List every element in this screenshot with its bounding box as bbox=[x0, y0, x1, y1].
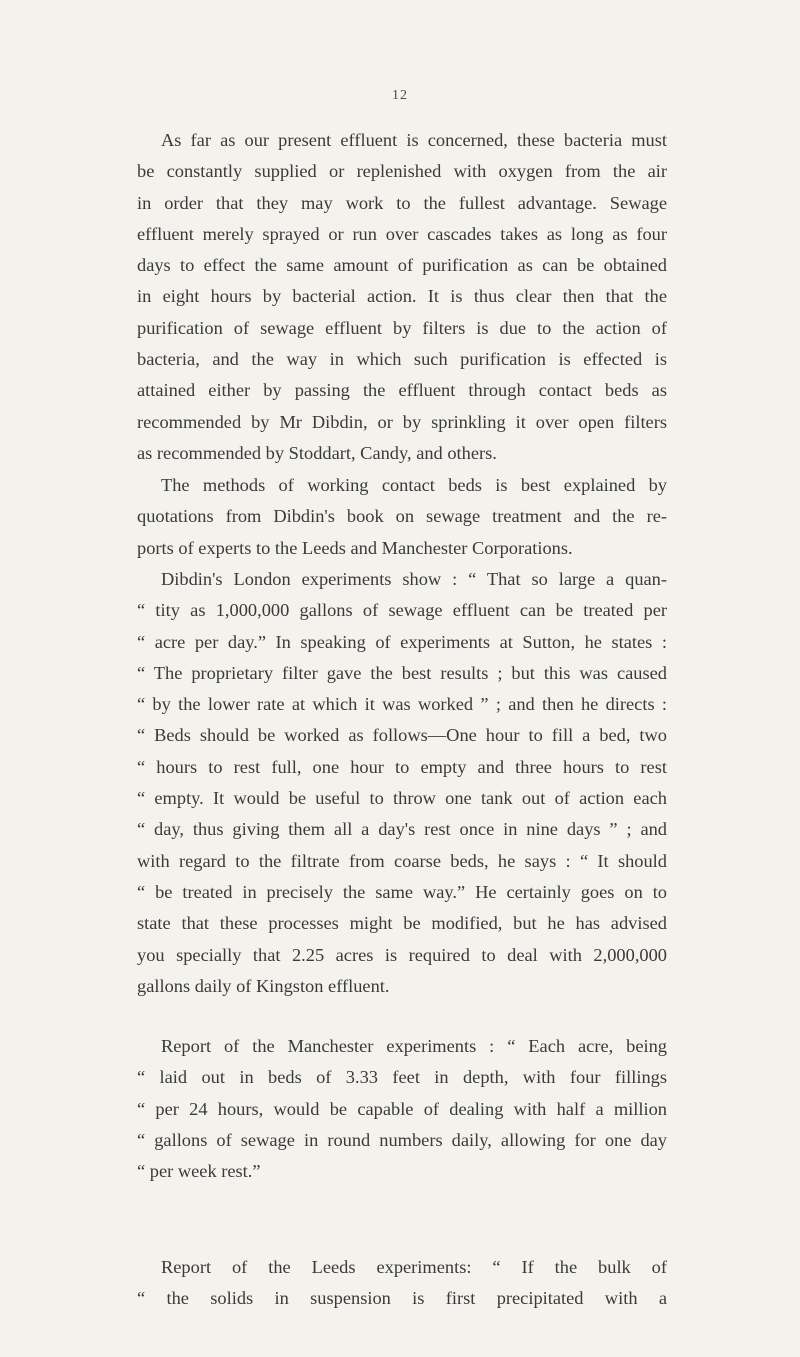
text-line: “ by the lower rate at which it was worked ” ; and then he directs : bbox=[137, 694, 667, 715]
text-line: The methods of working contact beds is best explained by bbox=[161, 475, 667, 495]
text-line: “ Beds should be worked as follows—One hour to fill a bed, two bbox=[137, 725, 667, 746]
text-line: “ be treated in precisely the same way.” He certainly goes on to bbox=[137, 881, 667, 902]
text-line: ports of experts to the Leeds and Manchester Corporations. bbox=[137, 537, 573, 558]
text-line: quotations from Dibdin's book on sewage treatment and the re- bbox=[137, 506, 667, 527]
text-line: recommended by Mr Dibdin, or by sprinkling it over open filters bbox=[137, 411, 667, 432]
text-line: purification of sewage effluent by filters is due to the action of bbox=[137, 317, 667, 338]
text-line: “ empty. It would be useful to throw one tank out of action each bbox=[137, 788, 667, 809]
text-line: state that these processes might be modified, but he has advised bbox=[137, 913, 667, 934]
text-line: effluent merely sprayed or run over cascades takes as long as four bbox=[137, 223, 667, 244]
text-line: “ The proprietary filter gave the best results ; but this was caused bbox=[137, 662, 667, 683]
paragraph-1 bbox=[137, 125, 667, 469]
page-number: 12 bbox=[392, 88, 408, 103]
text-line: Report of the Leeds experiments: “ If the bulk of bbox=[161, 1257, 667, 1277]
text-line: gallons daily of Kingston effluent. bbox=[137, 975, 390, 996]
text-line: attained either by passing the effluent through contact beds as bbox=[137, 380, 667, 401]
text-line: Dibdin's London experiments show : “ That so large a quan- bbox=[161, 569, 667, 589]
text-line: bacteria, and the way in which such purification is effected is bbox=[137, 349, 667, 370]
text-line: days to effect the same amount of purification as can be obtained bbox=[137, 255, 667, 276]
text-line: “ the solids in suspension is first precipitated with a bbox=[137, 1288, 667, 1309]
text-line: “ laid out in beds of 3.33 feet in depth, with four fillings bbox=[137, 1067, 667, 1088]
text-line: in eight hours by bacterial action. It is thus clear then that the bbox=[137, 286, 667, 307]
text-line: “ per 24 hours, would be capable of dealing with half a million bbox=[137, 1098, 667, 1119]
text-line: as recommended by Stoddart, Candy, and others. bbox=[137, 442, 497, 463]
text-line: you specially that 2.25 acres is required to deal with 2,000,000 bbox=[137, 944, 667, 965]
text-line: in order that they may work to the fullest advantage. Sewage bbox=[137, 192, 667, 213]
text-line: Report of the Manchester experiments : “ Each acre, being bbox=[161, 1036, 667, 1056]
text-line: be constantly supplied or replenished with oxygen from the air bbox=[137, 161, 667, 182]
text-line: “ tity as 1,000,000 gallons of sewage effluent can be treated per bbox=[137, 600, 667, 621]
text-line: with regard to the filtrate from coarse beds, he says : “ It should bbox=[137, 850, 667, 871]
paragraph-5 bbox=[137, 1252, 667, 1315]
text-line: “ hours to rest full, one hour to empty and three hours to rest bbox=[137, 756, 667, 777]
paragraph-4 bbox=[137, 1031, 667, 1187]
text-line: As far as our present effluent is concerned, these bacteria must bbox=[161, 130, 667, 150]
text-line: “ gallons of sewage in round numbers daily, allowing for one day bbox=[137, 1129, 667, 1150]
text-line: “ day, thus giving them all a day's rest once in nine days ” ; and bbox=[137, 819, 667, 840]
text-line: “ acre per day.” In speaking of experiments at Sutton, he states : bbox=[137, 631, 667, 652]
paragraph-2 bbox=[137, 470, 667, 564]
text-line: “ per week rest.” bbox=[137, 1161, 261, 1182]
paragraph-3 bbox=[137, 564, 667, 1002]
